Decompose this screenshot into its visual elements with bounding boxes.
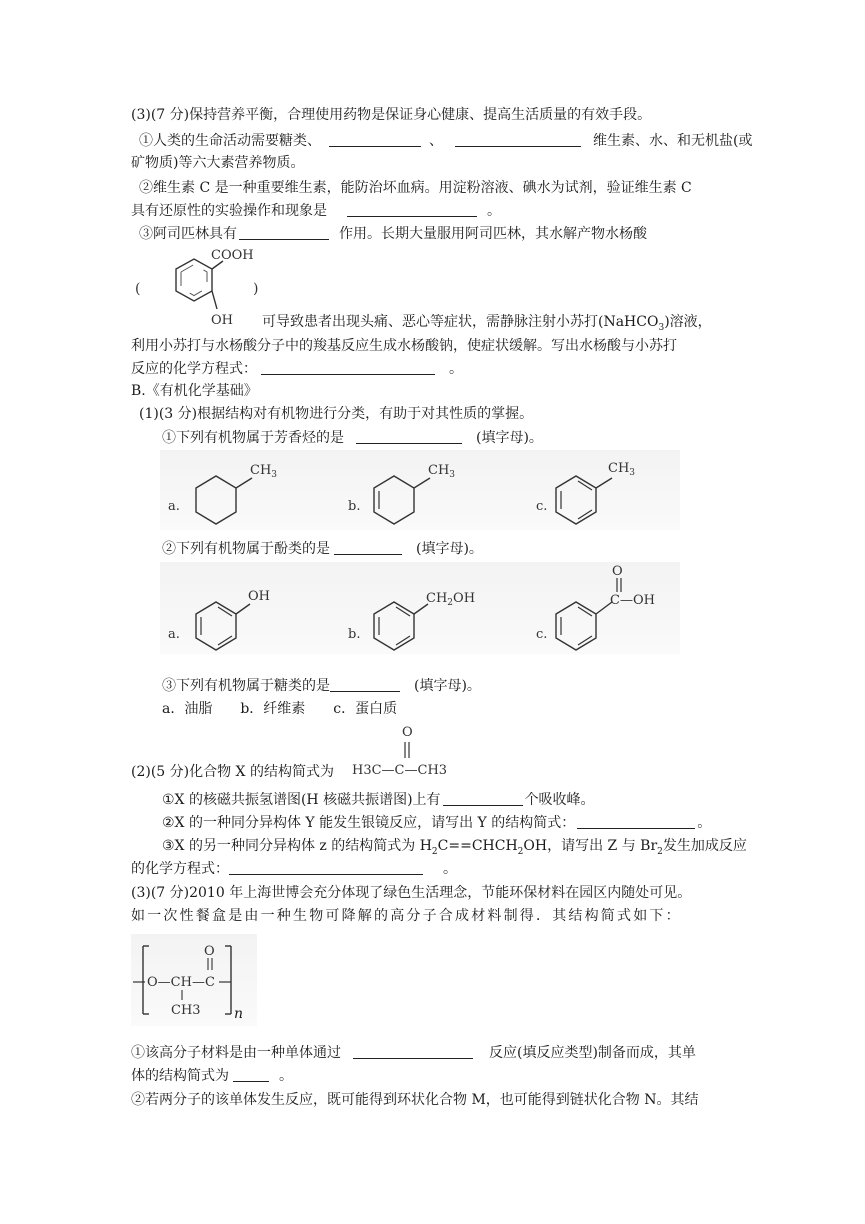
phenol-question: ②下列有机物属于酚类的是 (填字母)。 (162, 541, 483, 557)
question-b1-title: (1)(3 分)根据结构对有机物进行分类，有助于对其性质的掌握。 (139, 406, 534, 422)
vitamin-c-line-cont: 具有还原性的实验操作和现象是 。 (131, 203, 501, 219)
answer-blank[interactable] (239, 225, 329, 240)
svg-text:): ) (253, 281, 259, 297)
nutrient-line-cont: 矿物质)等六大素营养物质。 (131, 155, 305, 171)
answer-blank[interactable] (353, 1044, 473, 1059)
aspirin-line: ③阿司匹林具有 作用。长期大量服用阿司匹林，其水解产物水杨酸 (139, 226, 647, 242)
isomer-z-question-cont: 的化学方程式： 。 (131, 861, 457, 877)
answer-blank[interactable] (443, 791, 523, 806)
svg-text:OH: OH (248, 589, 270, 604)
aromatic-options-figure (160, 450, 680, 530)
svg-text:b.: b. (348, 499, 361, 514)
svg-text:b.: b. (348, 627, 361, 642)
answer-blank[interactable] (233, 1067, 269, 1082)
question-a3-title: (3)(7 分)保持营养平衡，合理使用药物是保证身心健康、提高生活质量的有效手段。 (131, 107, 652, 123)
nutrient-line: ①人类的生命活动需要糖类、 、 维生素、水、和无机盐(或 (139, 133, 753, 149)
svg-text:CH3: CH3 (171, 1003, 201, 1018)
section-b-title: B.《有机化学基础》 (131, 383, 258, 399)
polymer-question-2: ②若两分子的该单体发生反应，既可能得到环状化合物 M，也可能得到链状化合物 N。其结 (131, 1092, 699, 1108)
answer-blank[interactable] (577, 814, 695, 829)
vitamin-c-line: ②维生素 C 是一种重要维生素，能防治坏血病。用淀粉溶液、碘水为试剂，验证维生素 C (139, 180, 692, 196)
answer-blank[interactable] (334, 540, 402, 555)
isomer-z-question: ③X 的另一种同分异构体 z 的结构简式为 $H_2C==CHCH_2OH$，请写出 Z 与 $Br_2$发生加成反应 (162, 838, 747, 857)
sugar-question: ③下列有机物属于糖类的是 (填字母)。 (162, 678, 481, 694)
answer-blank[interactable] (347, 202, 477, 217)
svg-text:CH2OH: $CH_2OH$ (426, 591, 476, 608)
aspirin-line-cont2: 利用小苏打与水杨酸分子中的羧基反应生成水杨酸钠，使症状缓解。写出水杨酸与小苏打 (131, 338, 677, 354)
answer-blank[interactable] (229, 860, 423, 875)
polymer-subscript-n: n (234, 1006, 244, 1022)
svg-text:O: O (612, 564, 623, 579)
svg-text:OH: OH (211, 313, 233, 328)
aspirin-line-cont: 可导致患者出现头痛、恶心等症状，需静脉注射小苏打(NaHCO$_3$)溶液， (262, 314, 712, 333)
sugar-options: a．油脂 b．纤维素 c．蛋白质 (162, 701, 398, 717)
question-b2-title: (2)(5 分)化合物 X 的结构简式为 (131, 764, 334, 780)
svg-text:a.: a. (168, 627, 180, 642)
question-b3-cont: 如一次性餐盒是由一种生物可降解的高分子合成材料制得．其结构简式如下： (131, 908, 682, 924)
acetone-structure (350, 722, 470, 786)
answer-blank[interactable] (356, 429, 462, 444)
svg-text:C—OH: C—OH (610, 593, 655, 608)
nmr-question: ①X 的核磁共振氢谱图(H 核磁共振谱图)上有 个吸收峰。 (162, 792, 595, 808)
svg-text:O: O (204, 944, 215, 959)
question-b3-title: (3)(7 分)2010 年上海世博会充分体现了绿色生活理念，节能环保材料在园区内随处可见。 (131, 885, 692, 901)
svg-text:CH3: $CH_3$ (608, 461, 636, 478)
answer-blank[interactable] (330, 677, 400, 692)
svg-text:(: ( (135, 281, 141, 297)
answer-blank[interactable] (261, 360, 435, 375)
svg-text:H3C—C—CH3: H3C—C—CH3 (352, 763, 448, 778)
svg-text:COOH: COOH (211, 248, 254, 263)
answer-blank[interactable] (455, 132, 581, 147)
equation-line: 反应的化学方程式： 。 (131, 361, 463, 377)
aromatic-question: ①下列有机物属于芳香烃的是 (填字母)。 (162, 430, 543, 446)
svg-text:O: O (402, 725, 413, 740)
phenol-options-figure (160, 562, 680, 654)
svg-text:CH3: $CH_3$ (250, 463, 278, 480)
svg-text:c.: c. (536, 627, 548, 642)
svg-text:c.: c. (536, 499, 548, 514)
isomer-y-question: ②X 的一种同分异构体 Y 能发生银镜反应，请写出 Y 的结构简式： 。 (162, 815, 712, 831)
salicylic-acid-structure (131, 241, 266, 333)
polymer-question-1-cont: 体的结构简式为 。 (131, 1068, 293, 1084)
svg-text:O—CH—C: O—CH—C (147, 975, 215, 990)
polymer-question-1: ①该高分子材料是由一种单体通过 反应(填反应类型)制备而成，其单 (131, 1045, 696, 1061)
answer-blank[interactable] (329, 132, 421, 147)
svg-text:CH3: $CH_3$ (428, 463, 456, 480)
svg-text:a.: a. (168, 499, 180, 514)
